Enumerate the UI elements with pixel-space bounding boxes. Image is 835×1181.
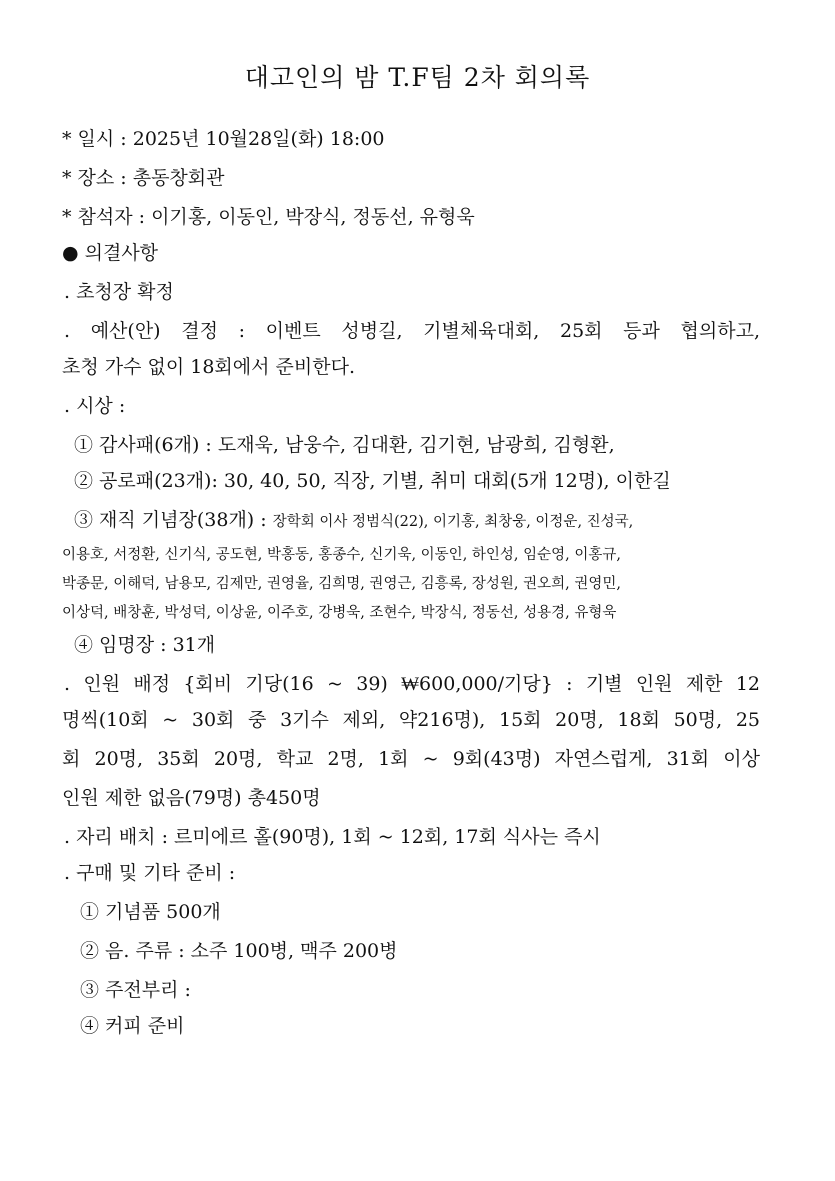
budget-line-2: 초청 가수 없이 18회에서 준비한다. [62,356,355,378]
purchase-drinks: ② 음. 주류 : 소주 100병, 맥주 200병 [80,940,398,962]
award-service-names-2: 이용호, 서정환, 신기식, 공도현, 박홍동, 홍종수, 신기욱, 이동인, 하인성, 임순영, 이홍규, [62,547,622,563]
quota-line-2: 명씩(10회 ~ 30회 중 3기수 제외, 약216명), 15회 20명, 18회 50명, 25 [62,709,760,731]
award-service-names-1: 장학회 이사 정범식(22), 이기홍, 최창웅, 이정운, 진성국, [272,514,634,530]
budget-line-1: . 예산(안) 결정 : 이벤트 성병길, 기별체육대회, 25회 등과 협의하고, [64,320,760,342]
meeting-attendees: * 참석자 : 이기홍, 이동인, 박장식, 정동선, 유형욱 [62,206,475,228]
quota-line-1: . 인원 배정 {회비 기당(16 ~ 39) ₩600,000/기당} : 기별 인원 제한 12 [64,673,760,695]
award-service-names-3: 박종문, 이해덕, 남용모, 김제만, 권영율, 김희명, 권영근, 김흥록, 장성원, 권오희, 권영민, [62,576,622,592]
document-title: 대고인의 밤 T.F팀 2차 회의록 [244,63,591,92]
seating-item: . 자리 배치 : 르미에르 홀(90명), 1회 ~ 12회, 17회 식사는 즉시 [64,826,601,848]
award-service-names-4: 이상덕, 배창훈, 박성덕, 이상윤, 이주호, 강병욱, 조현수, 박장식, 정동선, 성용경, 유형욱 [62,605,617,621]
quota-line-4: 인원 제한 없음(79명) 총450명 [62,787,321,809]
awards-heading: . 시상 : [64,395,126,417]
meeting-place: * 장소 : 총동창회관 [62,167,225,189]
decisions-heading: ● 의결사항 [62,242,159,264]
award-service-label: ③ 재직 기념장(38개) : [74,509,273,531]
award-plaque-thanks: ① 감사패(6개) : 도재욱, 남웅수, 김대환, 김기현, 남광희, 김형환, [74,434,615,456]
purchase-souvenir: ① 기념품 500개 [80,901,221,923]
quota-line-3: 회 20명, 35회 20명, 학교 2명, 1회 ~ 9회(43명) 자연스럽게, 31회 이상 [62,748,760,770]
purchase-heading: . 구매 및 기타 준비 : [64,862,236,884]
purchase-snacks: ③ 주전부리 : [80,979,191,1001]
award-plaque-merit: ② 공로패(23개): 30, 40, 50, 직장, 기별, 취미 대회(5개 12명), 이한길 [74,470,671,492]
meeting-datetime: * 일시 : 2025년 10월28일(화) 18:00 [62,128,385,150]
award-service-row [74,505,774,532]
invitation-item: . 초청장 확정 [64,281,174,303]
purchase-coffee: ④ 커피 준비 [80,1015,185,1037]
award-appointment: ④ 임명장 : 31개 [74,634,216,656]
